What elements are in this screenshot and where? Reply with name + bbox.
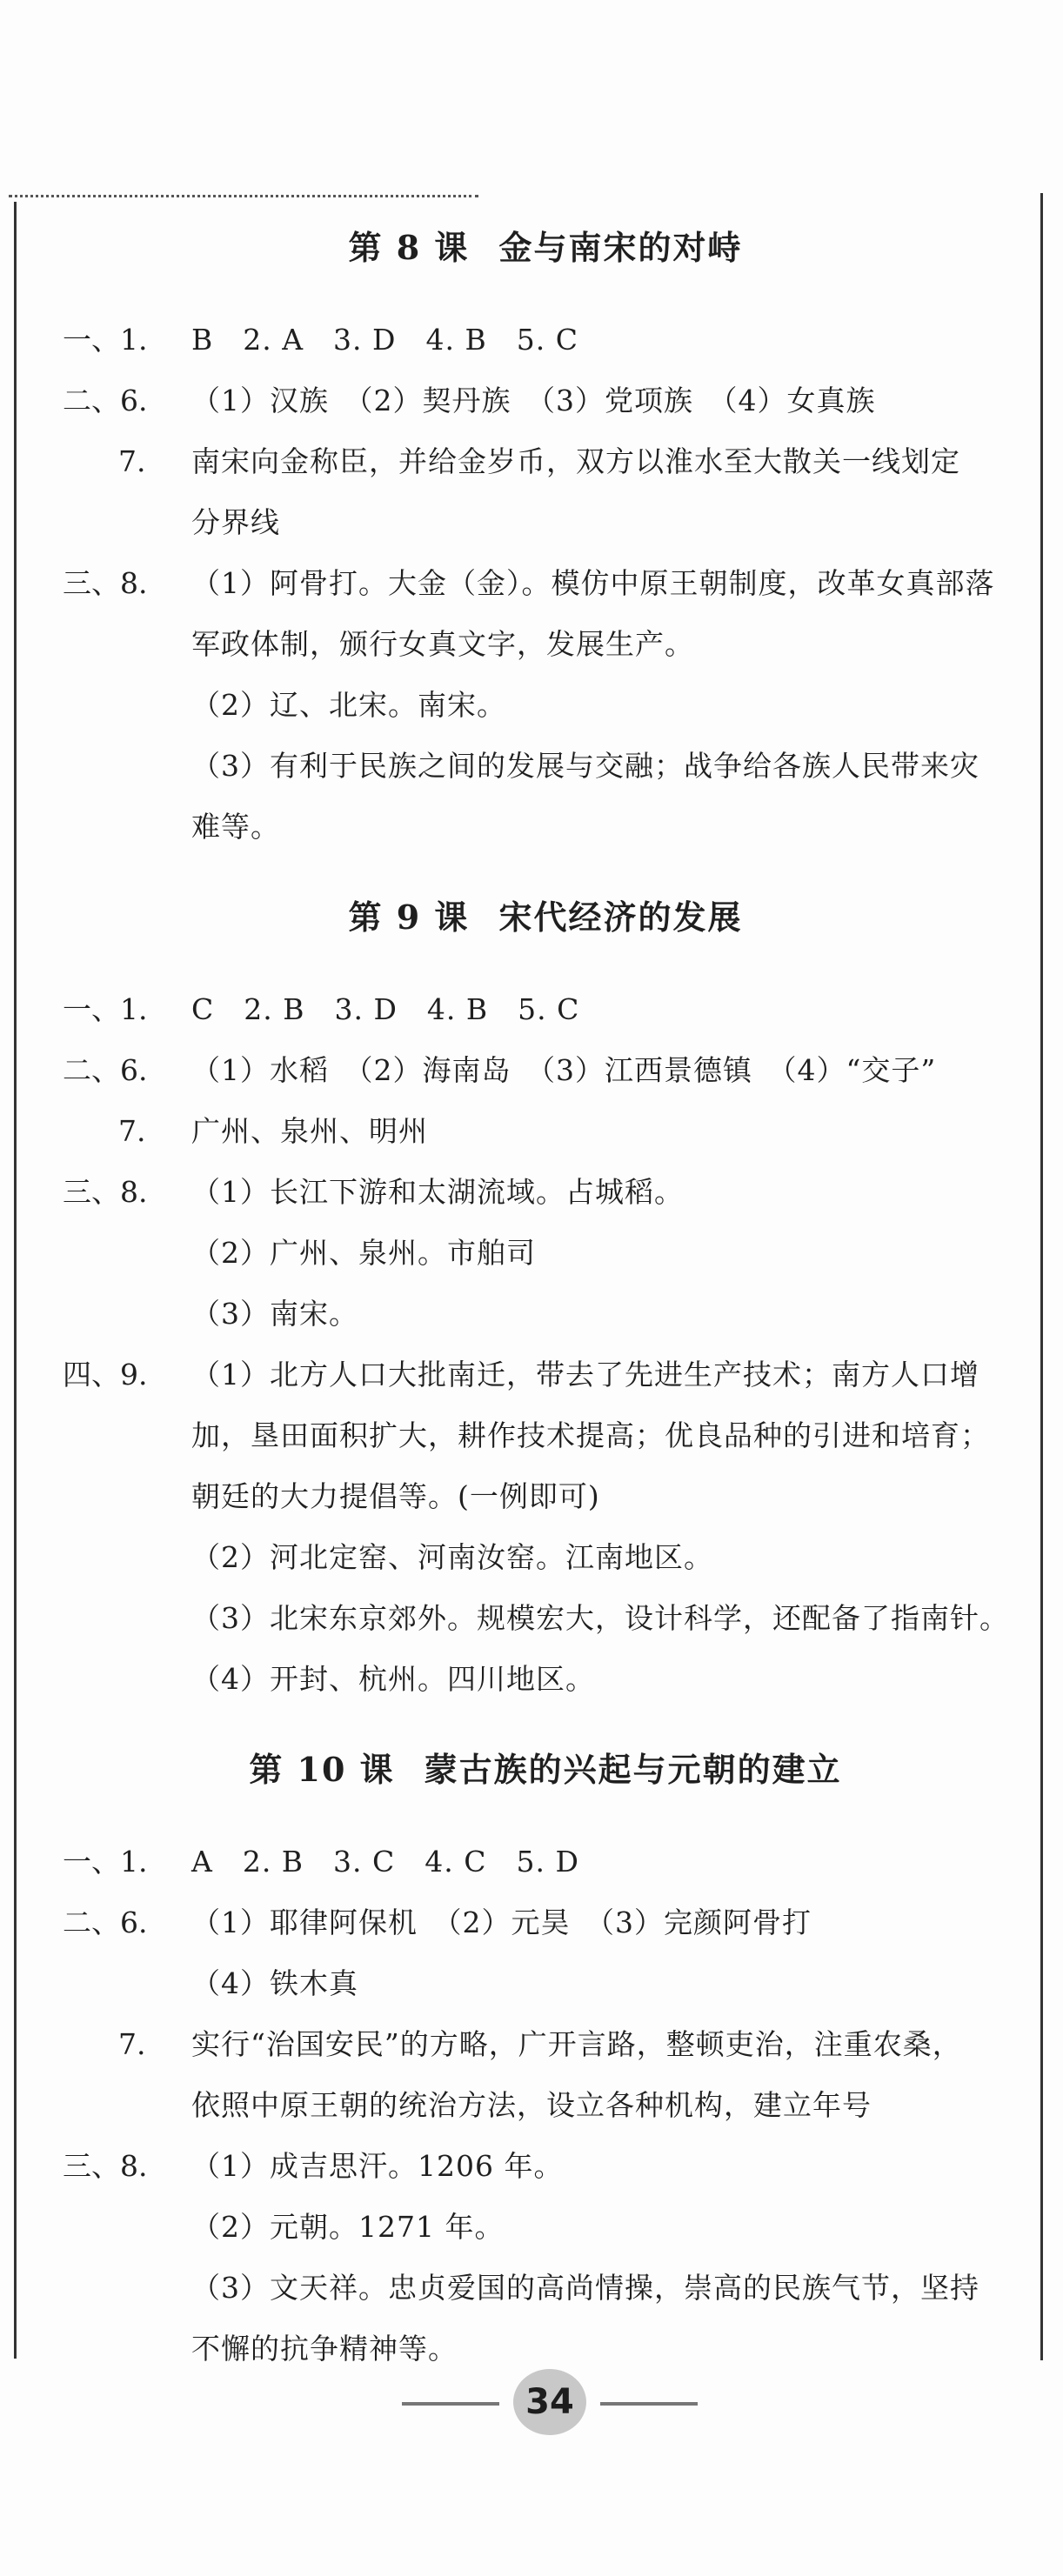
answer-text: （3）南宋。 [191, 1297, 358, 1331]
answer-line [63, 1162, 1028, 1223]
answer-text: 难等。 [191, 810, 280, 844]
question-number: 一、1. [63, 992, 148, 1026]
answer-line [63, 1892, 1028, 1953]
question-number [63, 1527, 191, 1588]
footer-dash-left [402, 2402, 499, 2406]
question-number [63, 736, 191, 797]
answer-text: A 2. B 3. C 4. C 5. D [191, 1845, 579, 1879]
lesson-number: 第 8 课 [348, 228, 470, 267]
question-number: 二、6. [63, 384, 148, 417]
top-dotted-rule [9, 195, 478, 197]
question-number: 三、8. [63, 2149, 148, 2183]
lesson-title [63, 887, 1028, 948]
answer-text: B 2. A 3. D 4. B 5. C [191, 323, 578, 357]
question-number [63, 1284, 191, 1345]
answer-text: （4）开封、杭州。四川地区。 [191, 1662, 595, 1696]
answer-text: 实行“治国安民”的方略，广开言路，整顿吏治，注重农桑， [191, 2027, 962, 2061]
answer-line [63, 1466, 1028, 1527]
answer-text: （3）文天祥。忠贞爱国的高尚情操，崇高的民族气节，坚持 [191, 2271, 979, 2305]
answer-line [63, 1223, 1028, 1284]
answer-line [63, 2014, 1028, 2075]
answer-text: 不懈的抗争精神等。 [191, 2332, 458, 2366]
answer-line [63, 2197, 1028, 2258]
answer-text: （1）成吉思汗。1206 年。 [191, 2149, 564, 2183]
answer-line [63, 431, 1028, 492]
question-number [63, 675, 191, 736]
answer-line [63, 1649, 1028, 1710]
answer-text: （1）汉族 （2）契丹族 （3）党项族 （4）女真族 [191, 384, 876, 417]
question-number [63, 1405, 191, 1466]
answer-line [63, 614, 1028, 675]
answer-line [63, 2136, 1028, 2197]
answer-text: （2）元朝。1271 年。 [191, 2210, 505, 2244]
answer-text: （1）北方人口大批南迁，带去了先进生产技术；南方人口增 [191, 1358, 979, 1391]
answer-text: （3）有利于民族之间的发展与交融；战争给各族人民带来灾 [191, 749, 979, 783]
question-number: 7. [118, 2027, 146, 2061]
lesson-number: 第 10 课 [249, 1750, 395, 1789]
answer-text: （1）阿骨打。大金（金）。模仿中原王朝制度，改革女真部落 [191, 566, 995, 600]
lesson-title-text: 宋代经济的发展 [498, 898, 743, 937]
answer-text: 南宋向金称臣，并给金岁币，双方以淮水至大散关一线划定 [191, 444, 960, 478]
answer-line [63, 1101, 1028, 1162]
question-number [63, 614, 191, 675]
question-number [63, 1466, 191, 1527]
question-number: 一、1. [63, 1845, 148, 1879]
answer-text: （2）辽、北宋。南宋。 [191, 688, 506, 722]
question-number: 二、6. [63, 1905, 148, 1939]
answer-text: 朝廷的大力提倡等。(一例即可) [191, 1479, 600, 1513]
answer-line [63, 370, 1028, 431]
answer-text: （2）广州、泉州。市舶司 [191, 1236, 536, 1270]
lesson-section [63, 217, 1028, 858]
answer-text: （1）长江下游和太湖流域。占城稻。 [191, 1175, 684, 1209]
question-number [63, 797, 191, 858]
answer-line [63, 797, 1028, 858]
answer-text: 依照中原王朝的统治方法，设立各种机构，建立年号 [191, 2088, 872, 2122]
answer-line [63, 1405, 1028, 1466]
left-border-line [14, 202, 17, 2359]
lesson-number: 第 9 课 [348, 898, 470, 937]
lesson-title [63, 1739, 1028, 1800]
answer-line [63, 1345, 1028, 1405]
footer-dash-right [600, 2402, 698, 2406]
page-number-badge: 34 [513, 2369, 586, 2435]
answer-content [63, 217, 1028, 2379]
answer-line [63, 736, 1028, 797]
question-number: 一、1. [63, 323, 148, 357]
section-gap [63, 858, 1028, 887]
lesson-section [63, 1739, 1028, 2379]
question-number [63, 2197, 191, 2258]
question-number: 三、8. [63, 1175, 148, 1209]
answer-text: 广州、泉州、明州 [191, 1114, 428, 1148]
answer-line [63, 979, 1028, 1040]
question-number: 二、6. [63, 1053, 148, 1087]
question-number [63, 492, 191, 553]
question-number [63, 2258, 191, 2319]
answer-text: 分界线 [191, 505, 280, 539]
answer-line [63, 310, 1028, 370]
right-border-line [1040, 193, 1043, 2360]
answer-line [63, 492, 1028, 553]
answer-text: （3）北宋东京郊外。规模宏大，设计科学，还配备了指南针。 [191, 1601, 1009, 1635]
answer-text: （2）河北定窑、河南汝窑。江南地区。 [191, 1540, 713, 1574]
answer-text: C 2. B 3. D 4. B 5. C [191, 992, 580, 1026]
answer-text: 军政体制，颁行女真文字，发展生产。 [191, 627, 694, 661]
lesson-title-text: 蒙古族的兴起与元朝的建立 [424, 1750, 842, 1789]
question-number: 7. [118, 444, 146, 478]
lesson-section [63, 887, 1028, 1710]
question-number [63, 1588, 191, 1649]
lesson-title [63, 217, 1028, 278]
answer-line [63, 2258, 1028, 2319]
answer-line [63, 1832, 1028, 1892]
answer-line [63, 553, 1028, 614]
question-number [63, 2075, 191, 2136]
question-number: 7. [118, 1114, 146, 1148]
question-number: 三、8. [63, 566, 148, 600]
question-number [63, 1649, 191, 1710]
section-gap [63, 1710, 1028, 1739]
answer-line [63, 1527, 1028, 1588]
answer-line [63, 1953, 1028, 2014]
answer-line [63, 1040, 1028, 1101]
answer-line [63, 1588, 1028, 1649]
answer-line [63, 2075, 1028, 2136]
answer-text: （1）耶律阿保机 （2）元昊 （3）完颜阿骨打 [191, 1905, 812, 1939]
question-number [63, 1953, 191, 2014]
lesson-title-text: 金与南宋的对峙 [498, 228, 743, 267]
page-footer [0, 2366, 1063, 2444]
answer-text: （4）铁木真 [191, 1966, 358, 2000]
answer-line [63, 675, 1028, 736]
answer-text: （1）水稻 （2）海南岛 （3）江西景德镇 （4）“交子” [191, 1053, 937, 1087]
question-number [63, 1223, 191, 1284]
answer-text: 加，垦田面积扩大，耕作技术提高；优良品种的引进和培育； [191, 1418, 990, 1452]
answer-line [63, 1284, 1028, 1345]
question-number: 四、9. [63, 1358, 148, 1391]
